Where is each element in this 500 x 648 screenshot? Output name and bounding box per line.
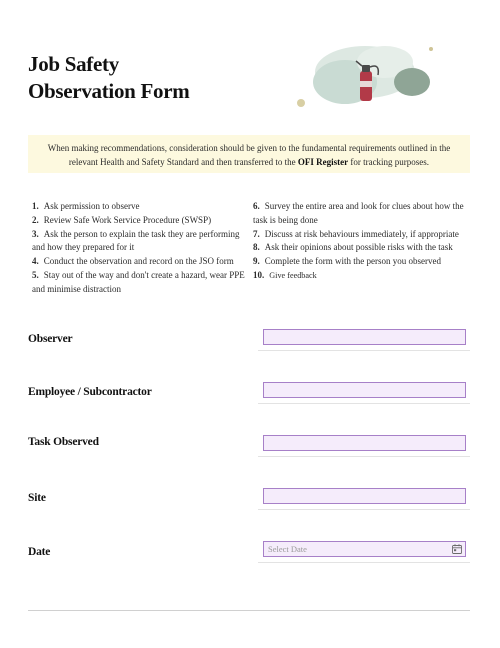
step-text: Complete the form with the person you observed: [264, 256, 441, 267]
list-item: [253, 269, 471, 283]
step-number: 5.: [32, 269, 39, 280]
step-number: 7.: [253, 228, 260, 239]
site-field[interactable]: [263, 488, 466, 504]
divider: [258, 456, 470, 457]
step-number: 2.: [32, 214, 39, 225]
step-number: 8.: [253, 242, 260, 253]
list-item: [32, 214, 248, 228]
site-label: Site: [28, 492, 46, 504]
observer-label: Observer: [28, 333, 73, 345]
fire-extinguisher-icon: [290, 40, 440, 115]
page-bottom-divider: [28, 610, 470, 611]
step-text: Ask the person to explain the task they are performing and how they prepared for it: [32, 228, 240, 253]
steps-list-left: [32, 200, 248, 297]
step-number: 4.: [32, 256, 39, 267]
list-item: [253, 241, 471, 255]
step-number: 6.: [253, 201, 260, 211]
step-text: Conduct the observation and record on the JSO form: [43, 256, 234, 267]
list-item: [32, 228, 248, 256]
step-number: 1.: [32, 201, 39, 211]
date-label: Date: [28, 546, 51, 558]
list-item: [253, 255, 471, 269]
steps-list-right: [253, 200, 471, 283]
step-text: Give feedback: [269, 270, 317, 280]
task-observed-field[interactable]: [263, 435, 466, 451]
step-number: 10.: [253, 269, 265, 280]
divider: [258, 509, 470, 510]
notice-text: When making recommendations, consideration should be given to the fundamental requirements outlined in the relevant Health and Safety Standard and then transferred to the: [47, 143, 451, 167]
list-item: [253, 200, 471, 228]
title-line-2: Observation Form: [28, 79, 190, 103]
step-text: Review Safe Work Service Procedure (SWSP): [43, 214, 212, 225]
ofi-register-reference: OFI Register: [297, 157, 349, 167]
task-observed-label: Task Observed: [28, 436, 99, 448]
list-item: [253, 228, 471, 242]
date-field[interactable]: [263, 541, 466, 557]
employee-label: Employee / Subcontractor: [28, 386, 152, 398]
employee-field[interactable]: [263, 382, 466, 398]
notice-text-end: for tracking purposes.: [348, 157, 430, 167]
page-title: [28, 51, 189, 105]
list-item: [32, 255, 248, 269]
step-text: Survey the entire area and look for clues about how the task is being done: [253, 201, 464, 225]
step-text: Ask their opinions about possible risks with the task: [264, 242, 453, 253]
step-text: Discuss at risk behaviours immediately, if appropriate: [264, 228, 459, 239]
divider: [258, 350, 470, 351]
calendar-icon[interactable]: [452, 544, 462, 554]
list-item: [32, 269, 248, 297]
divider: [258, 562, 470, 563]
step-number: 3.: [32, 228, 39, 239]
recommendation-notice: [28, 135, 470, 173]
list-item: [32, 200, 248, 214]
step-number: 9.: [253, 256, 260, 267]
title-line-1: Job Safety: [28, 52, 119, 76]
step-text: Ask permission to observe: [43, 201, 140, 211]
date-placeholder: Select Date: [268, 544, 307, 554]
step-text: Stay out of the way and don't create a hazard, wear PPE and minimise distraction: [32, 269, 245, 294]
observer-field[interactable]: [263, 329, 466, 345]
divider: [258, 403, 470, 404]
